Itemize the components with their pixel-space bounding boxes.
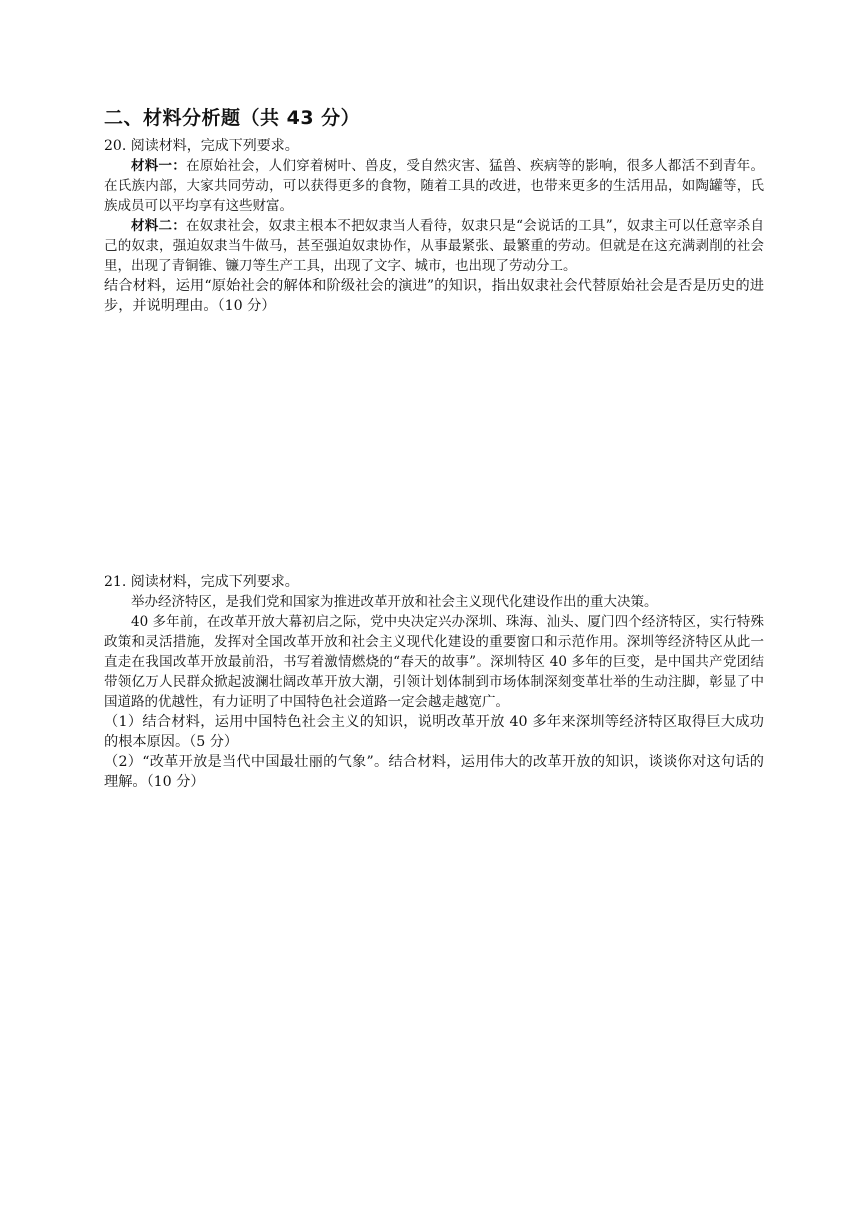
material-1-text: 在原始社会，人们穿着树叶、兽皮，受自然灾害、猛兽、疾病等的影响，很多人都活不到青年。在氏族内部，大家共同劳动，可以获得更多的食物，随着工具的改进，也带来更多的生活用品，如陶罐等，氏族成员可以平均享有这些财富。 <box>104 158 765 214</box>
material-2-text: 在奴隶社会，奴隶主根本不把奴隶当人看待，奴隶只是“会说话的工具”，奴隶主可以任意宰杀自己的奴隶，强迫奴隶当牛做马，甚至强迫奴隶协作，从事最紧张、最繁重的劳动。但就是在这充满剥削的社会里，出现了青铜锥、镰刀等生产工具，出现了文字、城市，也出现了劳动分工。 <box>104 218 765 274</box>
question-20-task: 结合材料，运用“原始社会的解体和阶级社会的演进”的知识，指出奴隶社会代替原始社会是否是历史的进步，并说明理由。（10 分） <box>104 278 764 314</box>
question-21-task-2: （2）“改革开放是当代中国最壮丽的气象”。结合材料，运用伟大的改革开放的知识，谈谈你对这句话的理解。（10 分） <box>104 754 764 790</box>
material-2-label: 材料二： <box>131 218 187 234</box>
question-21-paragraph-1: 举办经济特区，是我们党和国家为推进改革开放和社会主义现代化建设作出的重大决策。 <box>131 594 658 610</box>
section-title: 二、材料分析题（共 43 分） <box>104 107 361 129</box>
material-1-label: 材料一： <box>131 158 187 174</box>
question-20-head: 20. 阅读材料，完成下列要求。 <box>104 138 299 154</box>
material-1 <box>104 156 764 216</box>
material-2 <box>104 216 764 276</box>
question-21-paragraph-2: 40 多年前，在改革开放大幕初启之际，党中央决定兴办深圳、珠海、汕头、厦门四个经济特区，实行特殊政策和灵活措施，发挥对全国改革开放和社会主义现代化建设的重要窗口和示范作用。深圳等经济特区从此一直走在我国改革开放最前沿，书写着激情燃烧的“春天的故事”。深圳特区 40 多年的巨变，是中国共产党团结带领亿万人民群众掀起波澜壮阔改革开放大潮，引领计划体制到市场体制深刻变革壮举的生动注脚，彰显了中国道路的优越性，有力证明了中国特色社会道路一定会越走越宽广。 <box>104 614 764 710</box>
question-21-head: 21. 阅读材料，完成下列要求。 <box>104 574 299 590</box>
question-21 <box>104 572 764 792</box>
question-21-task-1: （1）结合材料，运用中国特色社会主义的知识，说明改革开放 40 多年来深圳等经济特区取得巨大成功的根本原因。（5 分） <box>104 714 764 750</box>
question-20 <box>104 136 764 316</box>
